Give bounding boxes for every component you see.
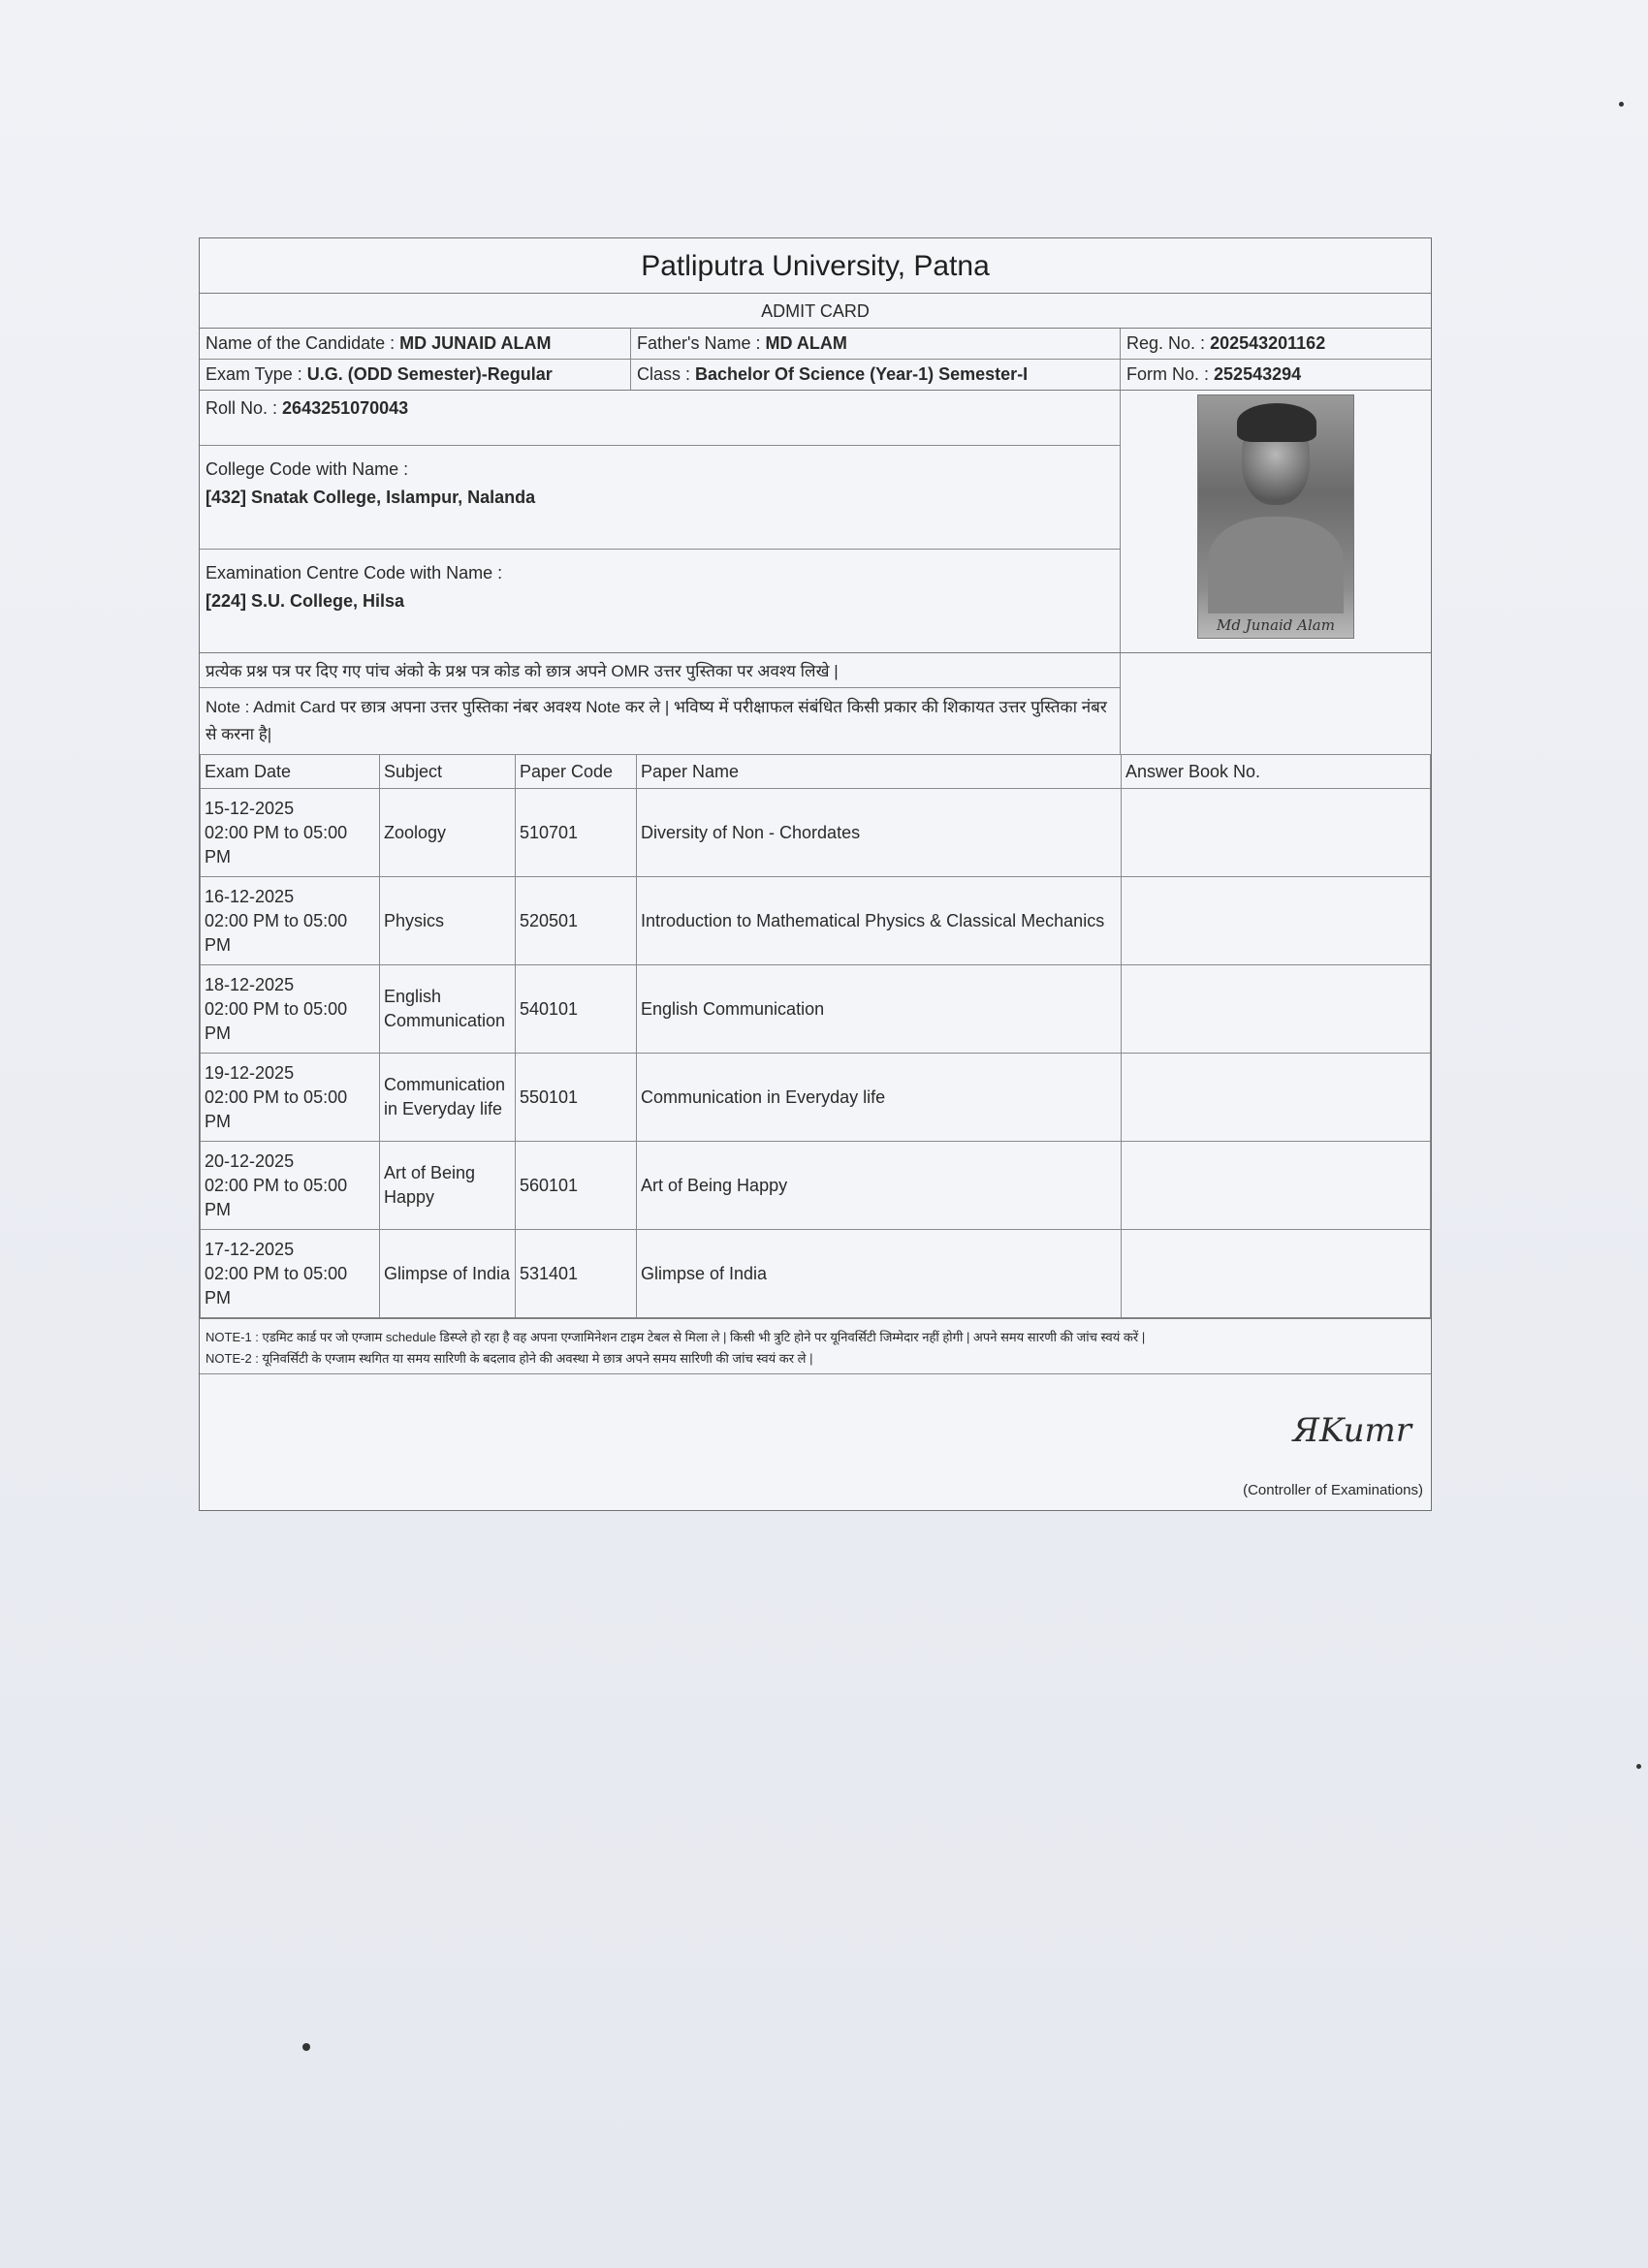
exam-date: 18-12-2025 [205, 974, 295, 994]
header-paper-name: Paper Name [637, 755, 1122, 789]
class-label: Class : [637, 364, 691, 384]
candidate-photo [1197, 394, 1354, 639]
header-exam-date: Exam Date [201, 755, 380, 789]
subject: Zoology [380, 789, 516, 877]
answer-book-no [1122, 965, 1431, 1054]
omr-instruction: प्रत्येक प्रश्न पत्र पर दिए गए पांच अंको के प्रश्न पत्र कोड को छात्र अपने OMR उत्तर पुस्तिका पर अवश्य लिखे | [200, 653, 1121, 688]
table-row [201, 877, 1431, 965]
candidate-details [200, 391, 1121, 652]
exam-centre-name: [224] S.U. College, Hilsa [206, 591, 405, 611]
note-1: NOTE-1 : एडमिट कार्ड पर जो एग्जाम schedule डिस्प्ले हो रहा है वह अपना एग्जामिनेशन टाइम टेबल से मिला ले | किसी भी त्रुटि होने पर यूनिवर्सिटी जिम्मेदार नहीं होगी | अपने समय सारणी की जांच स्वयं करें | [206, 1330, 1146, 1344]
exam-time: 02:00 PM to 05:00 PM [205, 1175, 348, 1219]
college-label: College Code with Name : [206, 459, 409, 479]
controller-signature: ЯKumr [1292, 1411, 1411, 1450]
header-answer-book: Answer Book No. [1122, 755, 1431, 789]
exam-type-cell [200, 360, 631, 390]
answer-book-no [1122, 877, 1431, 965]
college-name: [432] Snatak College, Islampur, Nalanda [206, 488, 536, 507]
candidate-info-grid [200, 329, 1431, 391]
admit-card-heading: ADMIT CARD [200, 294, 1431, 329]
exam-time: 02:00 PM to 05:00 PM [205, 822, 348, 866]
table-row [201, 1230, 1431, 1318]
exam-centre-label: Examination Centre Code with Name : [206, 563, 503, 583]
table-row [201, 789, 1431, 877]
form-no-cell [1121, 360, 1431, 390]
paper-name: English Communication [637, 965, 1122, 1054]
paper-code: 531401 [516, 1230, 637, 1318]
paper-name: Diversity of Non - Chordates [637, 789, 1122, 877]
answer-book-no [1122, 1230, 1431, 1318]
paper-code: 550101 [516, 1054, 637, 1142]
answer-book-note: Note : Admit Card पर छात्र अपना उत्तर पुस्तिका नंबर अवश्य Note कर ले | भविष्य में परीक्षाफल संबंधित किसी प्रकार की शिकायत उत्तर पुस्तिका नंबर से करना है| [200, 688, 1121, 754]
table-row [201, 965, 1431, 1054]
ink-speck [1636, 1764, 1641, 1769]
roll-no: 2643251070043 [282, 398, 409, 418]
note-2: NOTE-2 : यूनिवर्सिटी के एग्जाम स्थगित या समय सारिणी के बदलाव होने की अवस्था मे छात्र अपने समय सारिणी की जांच स्वयं कर ले | [206, 1351, 813, 1366]
paper-code: 520501 [516, 877, 637, 965]
photo-shoulders [1208, 517, 1344, 614]
candidate-signature: Md Junaid Alam [1217, 616, 1335, 634]
answer-book-no [1122, 1054, 1431, 1142]
reg-no-label: Reg. No. : [1126, 333, 1206, 353]
reg-no: 202543201162 [1210, 333, 1326, 353]
table-row [201, 1142, 1431, 1230]
exam-time: 02:00 PM to 05:00 PM [205, 1263, 348, 1307]
class-cell [631, 360, 1121, 390]
candidate-name-cell [200, 329, 631, 360]
college-row [200, 446, 1121, 550]
paper-name: Art of Being Happy [637, 1142, 1122, 1230]
exam-date: 17-12-2025 [205, 1239, 295, 1259]
candidate-name: MD JUNAID ALAM [399, 333, 552, 353]
reg-no-cell [1121, 329, 1431, 360]
paper-code: 510701 [516, 789, 637, 877]
paper-name: Glimpse of India [637, 1230, 1122, 1318]
subject: Communication in Everyday life [380, 1054, 516, 1142]
table-row [201, 1054, 1431, 1142]
notes-section [200, 1318, 1431, 1373]
university-title: Patliputra University, Patna [200, 238, 1431, 294]
subject: English Communication [380, 965, 516, 1054]
exam-schedule-table [200, 754, 1431, 1318]
answer-book-no [1122, 789, 1431, 877]
father-name-cell [631, 329, 1121, 360]
paper-code: 560101 [516, 1142, 637, 1230]
exam-type-label: Exam Type : [206, 364, 302, 384]
roll-no-label: Roll No. : [206, 398, 278, 418]
exam-date: 20-12-2025 [205, 1150, 295, 1171]
form-no-label: Form No. : [1126, 364, 1210, 384]
exam-type: U.G. (ODD Semester)-Regular [306, 364, 553, 384]
paper-name: Introduction to Mathematical Physics & Classical Mechanics [637, 877, 1122, 965]
ink-speck [302, 2043, 310, 2051]
subject: Physics [380, 877, 516, 965]
father-name-label: Father's Name : [637, 333, 761, 353]
answer-book-no [1122, 1142, 1431, 1230]
father-name: MD ALAM [765, 333, 847, 353]
exam-time: 02:00 PM to 05:00 PM [205, 910, 348, 955]
photo-cell [1121, 391, 1431, 652]
class-value: Bachelor Of Science (Year-1) Semester-I [695, 364, 1029, 384]
controller-label: (Controller of Examinations) [1243, 1482, 1423, 1498]
photo-hair [1237, 403, 1316, 442]
roll-no-row [200, 391, 1121, 446]
exam-date: 15-12-2025 [205, 798, 295, 818]
header-subject: Subject [380, 755, 516, 789]
candidate-details-block [200, 391, 1431, 653]
table-header-row [201, 755, 1431, 789]
exam-time: 02:00 PM to 05:00 PM [205, 1087, 348, 1131]
exam-date: 19-12-2025 [205, 1062, 295, 1083]
header-paper-code: Paper Code [516, 755, 637, 789]
form-no: 252543294 [1214, 364, 1302, 384]
ink-speck [1619, 102, 1624, 107]
admit-card [199, 237, 1432, 1511]
exam-date: 16-12-2025 [205, 886, 295, 906]
paper-name: Communication in Everyday life [637, 1054, 1122, 1142]
signature-area [200, 1373, 1431, 1510]
paper-code: 540101 [516, 965, 637, 1054]
exam-centre-row [200, 550, 1121, 652]
candidate-name-label: Name of the Candidate : [206, 333, 396, 353]
exam-time: 02:00 PM to 05:00 PM [205, 998, 348, 1043]
subject: Art of Being Happy [380, 1142, 516, 1230]
subject: Glimpse of India [380, 1230, 516, 1318]
